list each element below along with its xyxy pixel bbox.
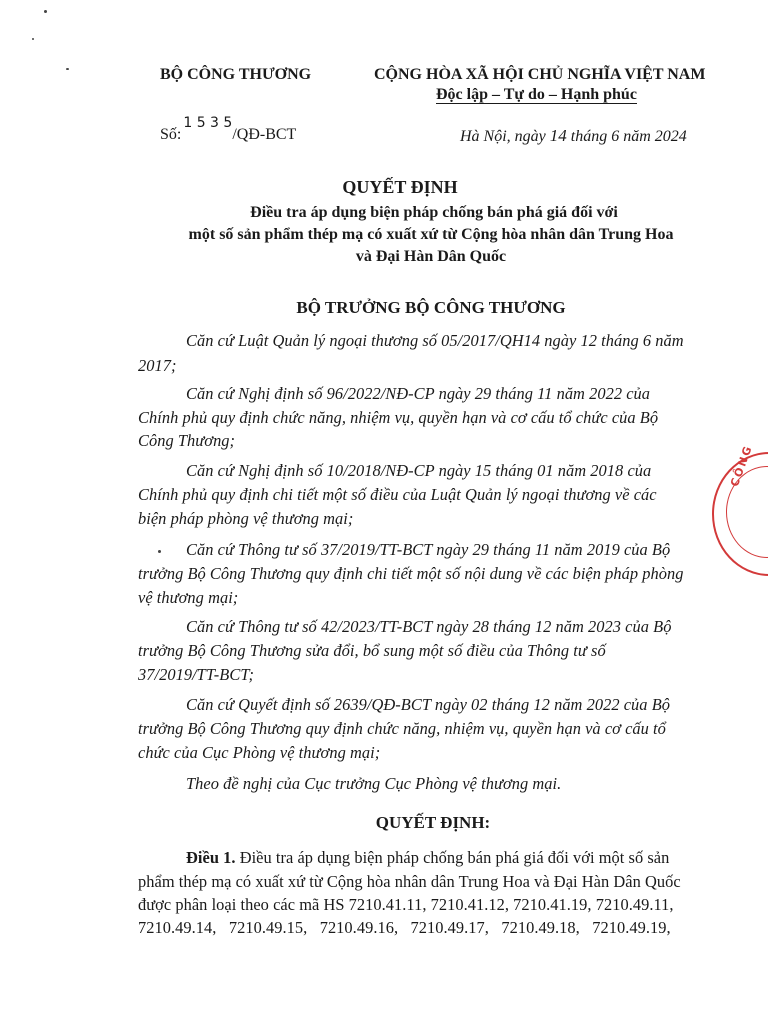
preamble-line: Căn cứ Quyết định số 2639/QĐ-BCT ngày 02 tháng 12 năm 2022 của Bộ [186, 695, 670, 714]
preamble-line: 37/2019/TT-BCT; [138, 665, 254, 684]
number-handwritten: 1 5 3 5 [183, 115, 233, 131]
article-1-first-line [186, 848, 669, 868]
date-day-handwritten: 14 [549, 126, 567, 145]
decision-heading: QUYẾT ĐỊNH: [375, 813, 491, 832]
motto-text: Độc lập – Tự do – Hạnh phúc [436, 86, 637, 103]
official-seal-stamp [712, 442, 768, 576]
preamble-line: Căn cứ Nghị định số 96/2022/NĐ-CP ngày 29 tháng 11 năm 2022 của [186, 384, 651, 403]
preamble-line: chức của Cục Phòng vệ thương mại; [138, 743, 381, 762]
preamble-line: Căn cứ Thông tư số 42/2023/TT-BCT ngày 28 tháng 12 năm 2023 của Bộ [186, 617, 672, 636]
preamble-line: trưởng Bộ Công Thương sửa đổi, bổ sung một số điều của Thông tư số [138, 641, 606, 660]
preamble-line: trưởng Bộ Công Thương quy định chức năng, nhiệm vụ, quyền hạn và cơ cấu tổ [138, 719, 666, 738]
article-1-text: Điều tra áp dụng biện pháp chống bán phá giá đối với một số sản [239, 848, 670, 867]
subject-line-1: Điều tra áp dụng biện pháp chống bán phá giá đối với [250, 204, 618, 221]
article-1-label: Điều 1. [186, 848, 236, 867]
preamble-line: Căn cứ Thông tư số 37/2019/TT-BCT ngày 29 tháng 11 năm 2019 của Bộ [186, 540, 671, 559]
preamble-line: Căn cứ Nghị định số 10/2018/NĐ-CP ngày 15 tháng 01 năm 2018 của [186, 461, 652, 480]
date-prefix: Hà Nội, ngày [460, 128, 546, 145]
article-1-line: 7210.49.14, 7210.49.15, 7210.49.16, 7210.49.17, 7210.49.18, 7210.49.19, [138, 918, 671, 937]
seal-text: CÔNG [728, 442, 756, 489]
preamble-line: Chính phủ quy định chức năng, nhiệm vụ, quyền hạn và cơ cấu tổ chức của Bộ [138, 408, 659, 427]
date-place [460, 126, 687, 146]
preamble-line: 2017; [138, 356, 177, 375]
article-1-line: phẩm thép mạ có xuất xứ từ Cộng hòa nhân dân Trung Hoa và Đại Hàn Dân Quốc [138, 872, 681, 891]
preamble-line: trưởng Bộ Công Thương quy định chi tiết một số nội dung về các biện pháp phòng [138, 564, 684, 583]
preamble-line: vệ thương mại; [138, 588, 239, 607]
motto [436, 86, 637, 104]
number-suffix: /QĐ-BCT [232, 126, 297, 143]
preamble-line: Theo đề nghị của Cục trưởng Cục Phòng vệ thương mại. [186, 774, 562, 793]
authority-title: BỘ TRƯỞNG BỘ CÔNG THƯƠNG [296, 298, 566, 317]
preamble-line: Chính phủ quy định chi tiết một số điều của Luật Quản lý ngoại thương về các [138, 485, 657, 504]
date-rest: tháng 6 năm 2024 [570, 128, 687, 145]
preamble-line: Căn cứ Luật Quản lý ngoại thương số 05/2017/QH14 ngày 12 tháng 6 năm [186, 331, 684, 350]
scan-speck [66, 68, 69, 70]
article-1-line: được phân loại theo các mã HS 7210.41.11, 7210.41.12, 7210.41.19, 7210.49.11, [138, 895, 674, 914]
decision-title: QUYẾT ĐỊNH [342, 177, 458, 197]
ministry-name: BỘ CÔNG THƯƠNG [160, 66, 312, 83]
subject-line-2: một số sản phẩm thép mạ có xuất xứ từ Cộng hòa nhân dân Trung Hoa [188, 226, 674, 243]
preamble-line: biện pháp phòng vệ thương mại; [138, 509, 354, 528]
scan-speck [158, 550, 161, 553]
subject-line-3: và Đại Hàn Dân Quốc [355, 248, 507, 265]
document-number [160, 115, 297, 144]
scan-speck [44, 10, 47, 13]
republic-name: CỘNG HÒA XÃ HỘI CHỦ NGHĨA VIỆT NAM [374, 66, 706, 83]
scan-speck [32, 38, 34, 40]
number-prefix: Số: [160, 126, 182, 143]
preamble-line: Công Thương; [138, 431, 236, 450]
